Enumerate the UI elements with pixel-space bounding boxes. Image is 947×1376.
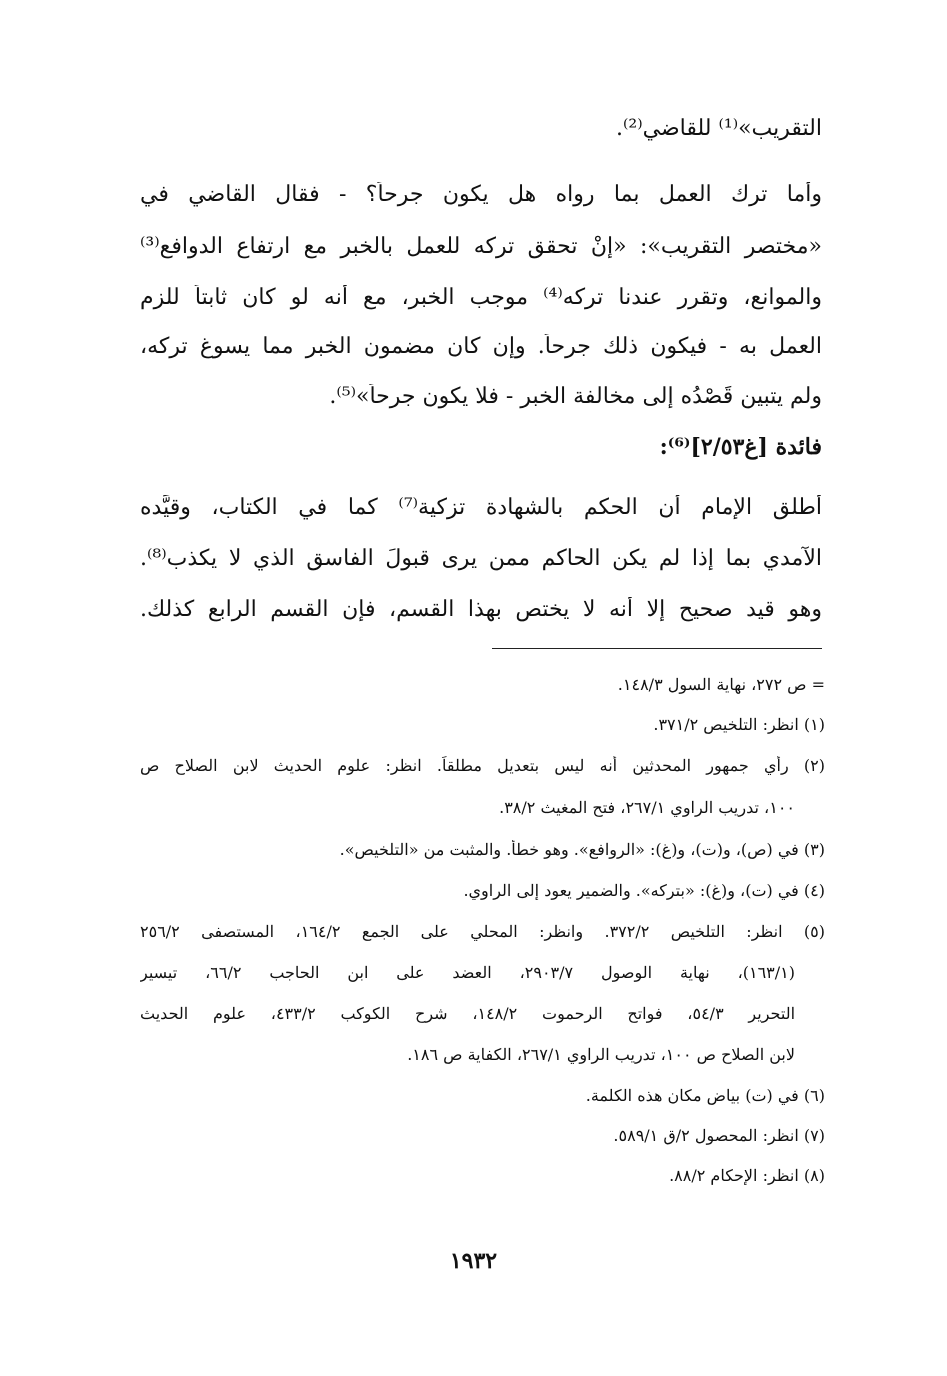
footnote-1: (١) انظر: التلخيص ٣٧١/٢. <box>653 715 825 734</box>
footnote-7: (٧) انظر: المحصول ٢/ق ٥٨٩/١. <box>613 1126 825 1145</box>
body-line-4: والموانع، وتقرر عندنا تركه⁽⁴⁾ موجب الخبر، مع أنه لو كان ثابتاً للزم <box>140 285 822 310</box>
body-line-6: ولم يتبين قَصْدُه إلى مخالفة الخبر - فلا يكون جرحاً»⁽⁵⁾. <box>329 384 822 409</box>
footnote-5: (٥) انظر: التلخيص ٣٧٢/٢. وانظر: المحلي على الجمع ١٦٤/٢، المستصفى ٢٥٦/٢ <box>140 922 825 941</box>
footnote-5-cont-1: (١٦٣/١)، نهاية الوصول ٢٩٠٣/٧، العضد على ابن الحاجب ٦٦/٢، تيسير <box>140 963 795 982</box>
footnote-8: (٨) انظر: الإحكام ٨٨/٢. <box>669 1166 825 1185</box>
body-line-9: وهو قيد صحيح إلا أنه لا يختص بهذا القسم، فإن القسم الرابع كذلك. <box>140 597 822 622</box>
footnote-4: (٤) في (ت)، و(غ): «بتركه». والضمير يعود إلى الراوي. <box>463 881 825 900</box>
footnote-5-cont-2: التحرير ٥٤/٣، فواتح الرحموت ١٤٨/٢، شرح الكوكب ٤٣٣/٢، علوم الحديث <box>140 1004 795 1023</box>
body-line-2: وأما ترك العمل بما رواه هل يكون جرحاً؟ - فقال القاضي في <box>140 182 822 207</box>
body-line-3: «مختصر التقريب»: «إنْ تحقق تركه للعمل بالخبر مع ارتفاع الدوافع⁽³⁾ <box>140 234 822 259</box>
footnote-6: (٦) في (ت) بياض مكان هذه الكلمة. <box>585 1086 825 1105</box>
section-heading-faida: فائدة [غ٢/٥٣]⁽⁶⁾: <box>659 434 822 460</box>
page-number: ١٩٣٢ <box>449 1248 498 1274</box>
footnote-2: (٢) رأي جمهور المحدثين أنه ليس بتعديل مطلقاً. انظر: علوم الحديث لابن الصلاح ص <box>140 756 825 775</box>
footnote-separator <box>492 648 822 649</box>
body-line-7: أطلق الإمام أن الحكم بالشهادة تزكية⁽⁷⁾ كما في الكتاب، وقيَّده <box>140 495 822 520</box>
footnote-continuation: = ص ٢٧٢، نهاية السول ١٤٨/٣. <box>617 675 825 694</box>
footnote-2-cont: ١٠٠، تدريب الراوي ٢٦٧/١، فتح المغيث ٣٨/٢. <box>499 798 795 817</box>
body-line-1: التقريب»⁽¹⁾ للقاضي⁽²⁾. <box>615 116 822 141</box>
footnote-5-cont-3: لابن الصلاح ص ١٠٠، تدريب الراوي ٢٦٧/١، الكفاية ص ١٨٦. <box>407 1045 795 1064</box>
body-line-5: العمل به - فيكون ذلك جرحاً. وإن كان مضمون الخبر مما يسوغ تركه، <box>140 334 822 359</box>
footnote-3: (٣) في (ص)، و(ت)، و(غ): «الروافع». وهو خطأ. والمثبت من «التلخيص». <box>339 840 825 859</box>
body-line-8: الآمدي بما إذا لم يكن الحاكم ممن يرى قبولَ الفاسقِ الذي لا يكذب⁽⁸⁾. <box>140 546 822 571</box>
